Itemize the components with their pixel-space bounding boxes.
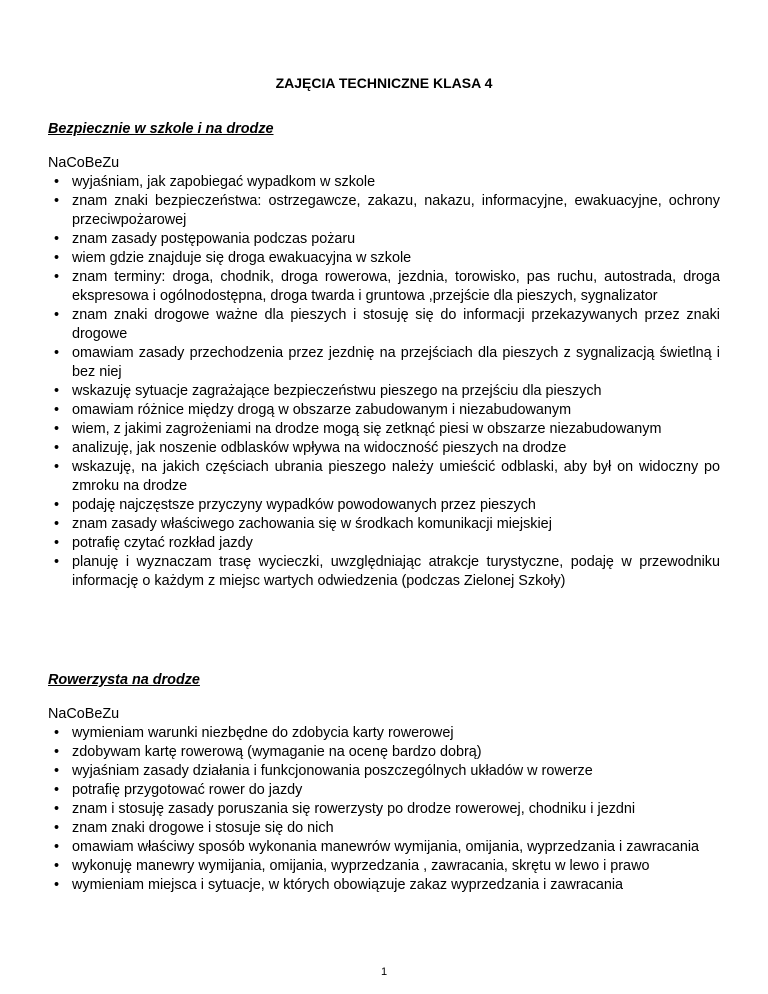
list-item: • znam znaki drogowe i stosuje się do nich: [48, 819, 720, 838]
document-title: ZAJĘCIA TECHNICZNE KLASA 4: [275, 75, 493, 91]
list-item: • wymieniam warunki niezbędne do zdobycia karty rowerowej: [48, 724, 720, 743]
list-item: • wykonuję manewry wymijania, omijania, wyprzedzania , zawracania, skrętu w lewo i prawo: [48, 857, 720, 876]
list-item: • znam zasady postępowania podczas pożaru: [48, 230, 720, 249]
list-item: • omawiam zasady przechodzenia przez jezdnię na przejściach dla pieszych z sygnalizacją świetlną i bez niej: [48, 344, 720, 382]
list-item: • znam znaki bezpieczeństwa: ostrzegawcze, zakazu, nakazu, informacyjne, ewakuacyjne, ochrony przeciwpożarowej: [48, 192, 720, 230]
list-item: • znam zasady właściwego zachowania się w środkach komunikacji miejskiej: [48, 515, 720, 534]
section-heading: Rowerzysta na drodze: [48, 672, 200, 688]
section-safety: [48, 120, 720, 591]
list-item: • podaję najczęstsze przyczyny wypadków powodowanych przez pieszych: [48, 496, 720, 515]
list-item: • wskazuję sytuacje zagrażające bezpieczeństwu pieszego na przejściu dla pieszych: [48, 382, 720, 401]
list-item: • zdobywam kartę rowerową (wymaganie na ocenę bardzo dobrą): [48, 743, 720, 762]
page-number: 1: [380, 966, 388, 978]
list-item: • znam znaki drogowe ważne dla pieszych i stosuję się do informacji przekazywanych przez znaki drogowe: [48, 306, 720, 344]
list-item: • analizuję, jak noszenie odblasków wpływa na widoczność pieszych na drodze: [48, 439, 720, 458]
list-item: • wymieniam miejsca i sytuacje, w których obowiązuje zakaz wyprzedzania i zawracania: [48, 876, 720, 895]
list-item: • wiem, z jakimi zagrożeniami na drodze mogą się zetknąć piesi w obszarze niezabudowanym: [48, 420, 720, 439]
section-cyclist: [48, 671, 720, 895]
list-item: • wskazuję, na jakich częściach ubrania pieszego należy umieścić odblaski, aby był on widoczny po zmroku na drodze: [48, 458, 720, 496]
section-intro: NaCoBeZu: [48, 155, 120, 171]
bullet-list: [48, 173, 720, 591]
bullet-list: [48, 724, 720, 895]
list-item: • znam terminy: droga, chodnik, droga rowerowa, jezdnia, torowisko, pas ruchu, autostrada, droga ekspresowa i ogólnodostępna, droga twarda i gruntowa ,przejście dla pieszych, sygnalizator: [48, 268, 720, 306]
section-intro: NaCoBeZu: [48, 706, 120, 722]
section-heading: Bezpiecznie w szkole i na drodze: [48, 121, 274, 137]
list-item: • wyjaśniam zasady działania i funkcjonowania poszczególnych układów w rowerze: [48, 762, 720, 781]
list-item: • wiem gdzie znajduje się droga ewakuacyjna w szkole: [48, 249, 720, 268]
list-item: • wyjaśniam, jak zapobiegać wypadkom w szkole: [48, 173, 720, 192]
list-item: • potrafię czytać rozkład jazdy: [48, 534, 720, 553]
list-item: • planuję i wyznaczam trasę wycieczki, uwzględniając atrakcje turystyczne, podaję w przewodniku informację o każdym z miejsc wartych odwiedzenia (podczas Zielonej Szkoły): [48, 553, 720, 591]
list-item: • potrafię przygotować rower do jazdy: [48, 781, 720, 800]
list-item: • omawiam właściwy sposób wykonania manewrów wymijania, omijania, wyprzedzania i zawracania: [48, 838, 720, 857]
list-item: • znam i stosuję zasady poruszania się rowerzysty po drodze rowerowej, chodniku i jezdni: [48, 800, 720, 819]
list-item: • omawiam różnice między drogą w obszarze zabudowanym i niezabudowanym: [48, 401, 720, 420]
